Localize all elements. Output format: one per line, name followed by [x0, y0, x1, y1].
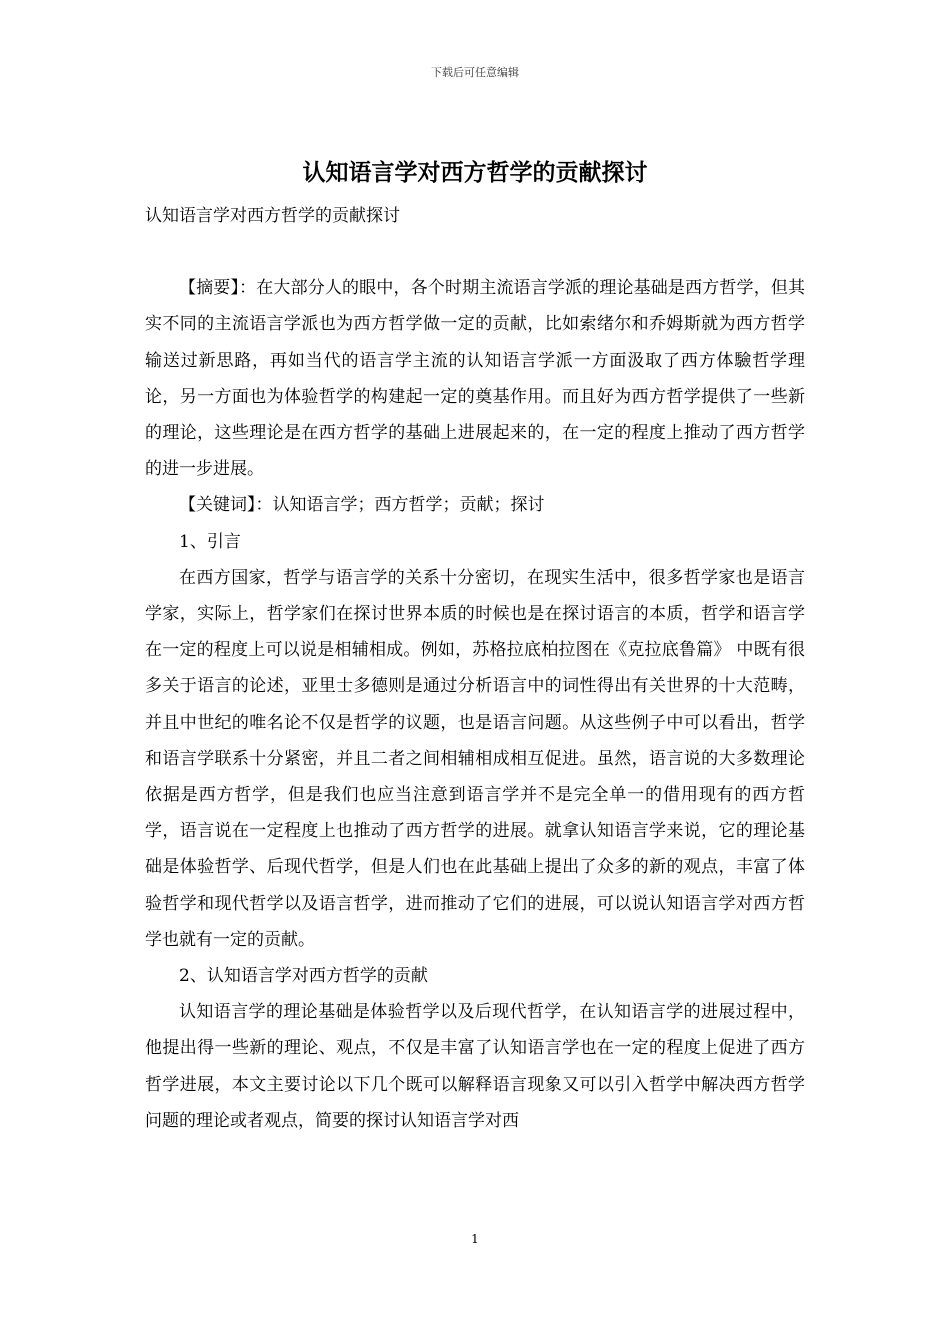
section-1-heading: 1、引言 [179, 531, 241, 552]
keywords-paragraph: 【关键词】：认知语言学；西方哲学；贡献；探讨 [179, 495, 545, 516]
document-body [145, 198, 805, 1139]
document-subtitle: 认知语言学对西方哲学的贡献探讨 [145, 206, 400, 226]
blank-line [145, 234, 805, 270]
page-number: 1 [471, 1232, 479, 1246]
section-2-heading: 2、认知语言学对西方哲学的贡献 [179, 966, 428, 987]
abstract-paragraph: 【摘要】：在大部分人的眼中，各个时期主流语言学派的理论基础是西方哲学，但其实不同的主流语言学派也为西方哲学做一定的贡献，比如索绪尔和乔姆斯就为西方哲学输送过新思路，再如当代的语言学主流的认知语言学派一方面汲取了西方体驗哲学理论，另一方面也为体验哲学的构建起一定的奠基作用。而且好为西方哲学提供了一些新的理论，这些理论是在西方哲学的基础上进展起来的，在一定的程度上推动了西方哲学的进一步进展。 [145, 278, 805, 480]
section-2-paragraph: 认知语言学的理论基础是体验哲学以及后现代哲学，在认知语言学的进展过程中，他提出得一些新的理论、观点，不仅是丰富了认知语言学也在一定的程度上促进了西方哲学进展，本文主要讨论以下几个既可以解释语言现象又可以引入哲学中解决西方哲学问题的理论或者观点，简要的探讨认知语言学对西 [145, 1002, 805, 1131]
header-note: 下载后可任意编辑 [431, 66, 519, 79]
document-title: 认知语言学对西方哲学的贡献探讨 [302, 159, 648, 186]
section-1-paragraph: 在西方国家，哲学与语言学的关系十分密切，在现实生活中，很多哲学家也是语言学家，实际上，哲学家们在探讨世界本质的时候也是在探讨语言的本质，哲学和语言学在一定的程度上可以说是相辅相成。例如，苏格拉底柏拉图在《克拉底鲁篇》 中既有很多关于语言的论述，亚里士多德则是通过分析语言中的词性得出有关世界的十大范畴，并且中世纪的唯名论不仅是哲学的议题，也是语言问题。从这些例子中可以看出，哲学和语言学联系十分紧密，并且二者之间相辅相成相互促进。虽然，语言说的大多数理论依据是西方哲学，但是我们也应当注意到语言学并不是完全单一的借用现有的西方哲学，语言说在一定程度上也推动了西方哲学的进展。就拿认知语言学来说，它的理论基础是体验哲学、后现代哲学，但是人们也在此基础上提出了众多的新的观点，丰富了体验哲学和现代哲学以及语言哲学，进而推动了它们的进展，可以说认知语言学对西方哲学也就有一定的贡献。 [145, 567, 805, 950]
